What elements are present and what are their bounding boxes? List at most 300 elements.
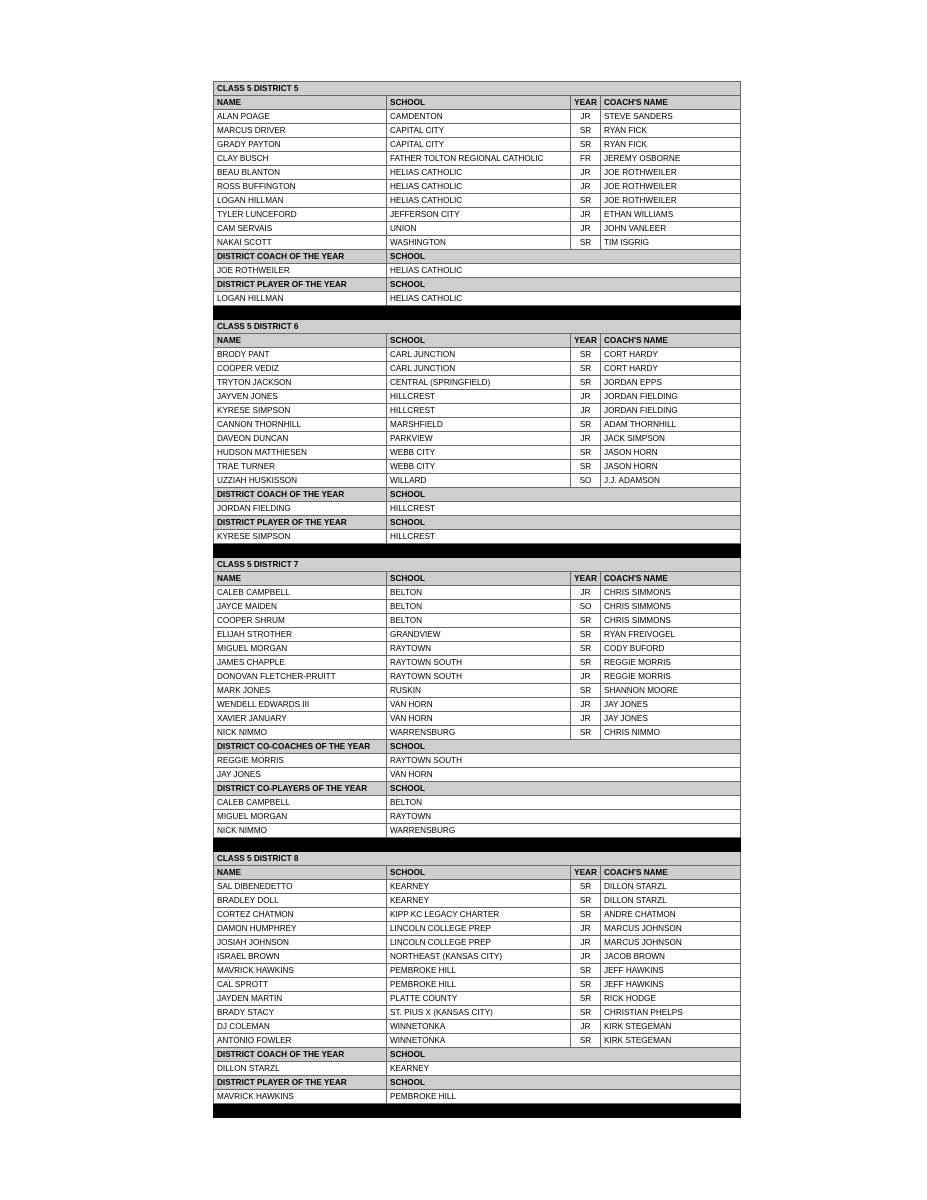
player-school: MARSHFIELD [387, 418, 571, 432]
header-year: YEAR [571, 96, 601, 110]
player-school: JEFFERSON CITY [387, 208, 571, 222]
player-row [214, 348, 741, 362]
award-winner-school: PEMBROKE HILL [387, 1090, 741, 1104]
player-year: SR [571, 1034, 601, 1048]
column-header-row [214, 96, 741, 110]
player-school: PARKVIEW [387, 432, 571, 446]
player-school: RAYTOWN SOUTH [387, 670, 571, 684]
player-coach: JASON HORN [601, 446, 741, 460]
player-year: JR [571, 222, 601, 236]
player-coach: CORT HARDY [601, 362, 741, 376]
player-coach: JACK SIMPSON [601, 432, 741, 446]
player-row [214, 908, 741, 922]
player-school: WEBB CITY [387, 446, 571, 460]
award-winner-school: HILLCREST [387, 530, 741, 544]
player-row [214, 166, 741, 180]
player-row [214, 138, 741, 152]
player-coach: TIM ISGRIG [601, 236, 741, 250]
section-divider [214, 306, 741, 320]
player-coach: ADAM THORNHILL [601, 418, 741, 432]
player-row [214, 180, 741, 194]
player-name: ISRAEL BROWN [214, 950, 387, 964]
player-name: JAYVEN JONES [214, 390, 387, 404]
player-coach: JEFF HAWKINS [601, 978, 741, 992]
player-row [214, 922, 741, 936]
award-header-row [214, 1076, 741, 1090]
award-school-label: SCHOOL [387, 250, 741, 264]
player-school: BELTON [387, 600, 571, 614]
player-row [214, 642, 741, 656]
award-winner-school: VAN HORN [387, 768, 741, 782]
award-winner-school: KEARNEY [387, 1062, 741, 1076]
player-year: SR [571, 880, 601, 894]
player-school: PLATTE COUNTY [387, 992, 571, 1006]
district-title-row [214, 558, 741, 572]
player-name: JOSIAH JOHNSON [214, 936, 387, 950]
player-row [214, 614, 741, 628]
player-coach: JASON HORN [601, 460, 741, 474]
divider-bar [214, 838, 741, 852]
column-header-row [214, 866, 741, 880]
player-name: ALAN POAGE [214, 110, 387, 124]
table-body [214, 82, 741, 1118]
player-row [214, 1020, 741, 1034]
player-school: HILLCREST [387, 404, 571, 418]
player-school: KIPP KC LEGACY CHARTER [387, 908, 571, 922]
award-winner-school: HELIAS CATHOLIC [387, 264, 741, 278]
player-year: JR [571, 390, 601, 404]
player-year: SR [571, 362, 601, 376]
player-year: SR [571, 628, 601, 642]
player-school: CARL JUNCTION [387, 348, 571, 362]
player-name: MARK JONES [214, 684, 387, 698]
player-row [214, 208, 741, 222]
award-winner-name: DILLON STARZL [214, 1062, 387, 1076]
player-row [214, 362, 741, 376]
player-name: DJ COLEMAN [214, 1020, 387, 1034]
player-name: COOPER VEDIZ [214, 362, 387, 376]
player-coach: KIRK STEGEMAN [601, 1034, 741, 1048]
player-name: BEAU BLANTON [214, 166, 387, 180]
award-winner-name: NICK NIMMO [214, 824, 387, 838]
player-name: GRADY PAYTON [214, 138, 387, 152]
header-year: YEAR [571, 866, 601, 880]
district-title: CLASS 5 DISTRICT 5 [214, 82, 741, 96]
player-school: FATHER TOLTON REGIONAL CATHOLIC [387, 152, 571, 166]
header-coach: COACH'S NAME [601, 334, 741, 348]
player-year: SR [571, 614, 601, 628]
player-school: HELIAS CATHOLIC [387, 166, 571, 180]
player-row [214, 880, 741, 894]
player-name: DAVEON DUNCAN [214, 432, 387, 446]
award-winner-name: MAVRICK HAWKINS [214, 1090, 387, 1104]
player-school: HELIAS CATHOLIC [387, 180, 571, 194]
player-school: VAN HORN [387, 712, 571, 726]
all-district-sheet [213, 81, 740, 1118]
header-school: SCHOOL [387, 334, 571, 348]
player-coach: RYAN FREIVOGEL [601, 628, 741, 642]
award-row [214, 1062, 741, 1076]
player-name: WENDELL EDWARDS III [214, 698, 387, 712]
player-row [214, 726, 741, 740]
award-school-label: SCHOOL [387, 1076, 741, 1090]
player-row [214, 446, 741, 460]
player-school: NORTHEAST (KANSAS CITY) [387, 950, 571, 964]
player-name: MIGUEL MORGAN [214, 642, 387, 656]
player-coach: CODY BUFORD [601, 642, 741, 656]
award-header-row [214, 250, 741, 264]
player-row [214, 628, 741, 642]
award-row [214, 754, 741, 768]
player-year: JR [571, 432, 601, 446]
player-year: JR [571, 586, 601, 600]
award-row [214, 824, 741, 838]
player-year: SR [571, 236, 601, 250]
player-year: SO [571, 474, 601, 488]
player-name: COOPER SHRUM [214, 614, 387, 628]
player-row [214, 698, 741, 712]
award-winner-school: BELTON [387, 796, 741, 810]
district-title: CLASS 5 DISTRICT 8 [214, 852, 741, 866]
award-winner-school: RAYTOWN [387, 810, 741, 824]
player-coach: JORDAN FIELDING [601, 390, 741, 404]
player-row [214, 950, 741, 964]
player-name: DAMON HUMPHREY [214, 922, 387, 936]
player-year: JR [571, 698, 601, 712]
player-school: BELTON [387, 586, 571, 600]
award-heading: DISTRICT COACH OF THE YEAR [214, 250, 387, 264]
award-header-row [214, 740, 741, 754]
player-school: WEBB CITY [387, 460, 571, 474]
header-year: YEAR [571, 572, 601, 586]
player-school: WINNETONKA [387, 1020, 571, 1034]
player-coach: JAY JONES [601, 712, 741, 726]
player-coach: ETHAN WILLIAMS [601, 208, 741, 222]
header-school: SCHOOL [387, 96, 571, 110]
player-coach: REGGIE MORRIS [601, 656, 741, 670]
player-name: BRADLEY DOLL [214, 894, 387, 908]
header-school: SCHOOL [387, 572, 571, 586]
award-heading: DISTRICT PLAYER OF THE YEAR [214, 278, 387, 292]
player-coach: RYAN FICK [601, 124, 741, 138]
player-coach: JOE ROTHWEILER [601, 180, 741, 194]
player-school: CAPITAL CITY [387, 124, 571, 138]
player-year: JR [571, 180, 601, 194]
player-row [214, 684, 741, 698]
player-row [214, 600, 741, 614]
player-name: CALEB CAMPBELL [214, 586, 387, 600]
player-school: RUSKIN [387, 684, 571, 698]
player-coach: JEFF HAWKINS [601, 964, 741, 978]
award-header-row [214, 278, 741, 292]
player-year: SR [571, 348, 601, 362]
player-coach: DILLON STARZL [601, 880, 741, 894]
player-name: ELIJAH STROTHER [214, 628, 387, 642]
section-divider [214, 544, 741, 558]
award-winner-name: JOE ROTHWEILER [214, 264, 387, 278]
player-row [214, 656, 741, 670]
player-name: BRADY STACY [214, 1006, 387, 1020]
player-coach: KIRK STEGEMAN [601, 1020, 741, 1034]
player-school: WINNETONKA [387, 1034, 571, 1048]
player-row [214, 460, 741, 474]
player-school: CARL JUNCTION [387, 362, 571, 376]
player-name: UZZIAH HUSKISSON [214, 474, 387, 488]
award-heading: DISTRICT CO-PLAYERS OF THE YEAR [214, 782, 387, 796]
player-coach: SHANNON MOORE [601, 684, 741, 698]
player-coach: CHRIS NIMMO [601, 726, 741, 740]
district-title-row [214, 320, 741, 334]
player-name: JAYCE MAIDEN [214, 600, 387, 614]
player-year: SR [571, 418, 601, 432]
player-year: SR [571, 894, 601, 908]
player-year: SR [571, 194, 601, 208]
header-name: NAME [214, 96, 387, 110]
player-school: HELIAS CATHOLIC [387, 194, 571, 208]
player-coach: JEREMY OSBORNE [601, 152, 741, 166]
player-row [214, 670, 741, 684]
player-coach: MARCUS JOHNSON [601, 936, 741, 950]
player-row [214, 110, 741, 124]
award-header-row [214, 516, 741, 530]
player-coach: JOE ROTHWEILER [601, 194, 741, 208]
player-year: JR [571, 712, 601, 726]
player-name: KYRESE SIMPSON [214, 404, 387, 418]
award-header-row [214, 1048, 741, 1062]
player-row [214, 894, 741, 908]
player-name: ANTONIO FOWLER [214, 1034, 387, 1048]
section-divider [214, 838, 741, 852]
player-coach: ANDRE CHATMON [601, 908, 741, 922]
player-name: JAYDEN MARTIN [214, 992, 387, 1006]
player-name: MARCUS DRIVER [214, 124, 387, 138]
award-row [214, 530, 741, 544]
player-school: RAYTOWN SOUTH [387, 656, 571, 670]
player-name: NAKAI SCOTT [214, 236, 387, 250]
player-row [214, 586, 741, 600]
award-winner-name: REGGIE MORRIS [214, 754, 387, 768]
player-row [214, 432, 741, 446]
player-school: BELTON [387, 614, 571, 628]
player-year: SR [571, 908, 601, 922]
player-row [214, 1034, 741, 1048]
player-coach: JORDAN EPPS [601, 376, 741, 390]
player-coach: REGGIE MORRIS [601, 670, 741, 684]
header-name: NAME [214, 572, 387, 586]
player-year: SR [571, 726, 601, 740]
player-coach: RICK HODGE [601, 992, 741, 1006]
award-row [214, 264, 741, 278]
header-name: NAME [214, 334, 387, 348]
award-school-label: SCHOOL [387, 516, 741, 530]
player-year: JR [571, 1020, 601, 1034]
header-coach: COACH'S NAME [601, 96, 741, 110]
player-row [214, 712, 741, 726]
player-row [214, 936, 741, 950]
player-name: CAL SPROTT [214, 978, 387, 992]
section-divider [214, 1104, 741, 1118]
player-school: ST. PIUS X (KANSAS CITY) [387, 1006, 571, 1020]
player-name: LOGAN HILLMAN [214, 194, 387, 208]
player-row [214, 474, 741, 488]
divider-bar [214, 544, 741, 558]
award-winner-name: MIGUEL MORGAN [214, 810, 387, 824]
player-coach: CORT HARDY [601, 348, 741, 362]
player-coach: STEVE SANDERS [601, 110, 741, 124]
award-heading: DISTRICT COACH OF THE YEAR [214, 488, 387, 502]
player-year: SR [571, 446, 601, 460]
player-year: SR [571, 656, 601, 670]
player-coach: CHRIS SIMMONS [601, 586, 741, 600]
player-year: JR [571, 110, 601, 124]
award-row [214, 796, 741, 810]
award-school-label: SCHOOL [387, 278, 741, 292]
player-year: SR [571, 992, 601, 1006]
award-row [214, 1090, 741, 1104]
divider-bar [214, 1104, 741, 1118]
player-row [214, 964, 741, 978]
player-coach: RYAN FICK [601, 138, 741, 152]
award-winner-school: RAYTOWN SOUTH [387, 754, 741, 768]
player-year: FR [571, 152, 601, 166]
player-year: JR [571, 166, 601, 180]
player-school: PEMBROKE HILL [387, 964, 571, 978]
player-year: SR [571, 460, 601, 474]
award-school-label: SCHOOL [387, 1048, 741, 1062]
player-row [214, 124, 741, 138]
award-row [214, 768, 741, 782]
award-heading: DISTRICT PLAYER OF THE YEAR [214, 516, 387, 530]
district-title: CLASS 5 DISTRICT 6 [214, 320, 741, 334]
player-year: JR [571, 950, 601, 964]
player-school: WARRENSBURG [387, 726, 571, 740]
award-winner-school: HELIAS CATHOLIC [387, 292, 741, 306]
player-name: CORTEZ CHATMON [214, 908, 387, 922]
player-school: PEMBROKE HILL [387, 978, 571, 992]
player-school: CAPITAL CITY [387, 138, 571, 152]
player-row [214, 152, 741, 166]
header-coach: COACH'S NAME [601, 866, 741, 880]
column-header-row [214, 334, 741, 348]
player-school: WILLARD [387, 474, 571, 488]
player-name: NICK NIMMO [214, 726, 387, 740]
player-name: BRODY PANT [214, 348, 387, 362]
player-year: JR [571, 670, 601, 684]
district-title-row [214, 82, 741, 96]
player-school: VAN HORN [387, 698, 571, 712]
header-year: YEAR [571, 334, 601, 348]
player-coach: JOHN VANLEER [601, 222, 741, 236]
player-coach: MARCUS JOHNSON [601, 922, 741, 936]
player-coach: CHRISTIAN PHELPS [601, 1006, 741, 1020]
player-row [214, 418, 741, 432]
award-heading: DISTRICT CO-COACHES OF THE YEAR [214, 740, 387, 754]
player-name: DONOVAN FLETCHER-PRUITT [214, 670, 387, 684]
player-name: XAVIER JANUARY [214, 712, 387, 726]
player-year: SR [571, 964, 601, 978]
player-coach: CHRIS SIMMONS [601, 614, 741, 628]
award-school-label: SCHOOL [387, 782, 741, 796]
all-district-table [213, 81, 741, 1118]
player-year: JR [571, 404, 601, 418]
player-row [214, 236, 741, 250]
player-year: SR [571, 684, 601, 698]
player-school: KEARNEY [387, 894, 571, 908]
header-school: SCHOOL [387, 866, 571, 880]
player-year: SR [571, 1006, 601, 1020]
award-winner-name: JAY JONES [214, 768, 387, 782]
player-coach: J.J. ADAMSON [601, 474, 741, 488]
player-name: TRYTON JACKSON [214, 376, 387, 390]
award-header-row [214, 488, 741, 502]
award-winner-name: CALEB CAMPBELL [214, 796, 387, 810]
player-name: CAM SERVAIS [214, 222, 387, 236]
player-school: KEARNEY [387, 880, 571, 894]
award-school-label: SCHOOL [387, 740, 741, 754]
award-school-label: SCHOOL [387, 488, 741, 502]
award-winner-name: KYRESE SIMPSON [214, 530, 387, 544]
player-row [214, 194, 741, 208]
column-header-row [214, 572, 741, 586]
player-row [214, 978, 741, 992]
player-name: CANNON THORNHILL [214, 418, 387, 432]
player-coach: JACOB BROWN [601, 950, 741, 964]
player-year: JR [571, 208, 601, 222]
player-year: SR [571, 138, 601, 152]
player-coach: CHRIS SIMMONS [601, 600, 741, 614]
award-winner-name: JORDAN FIELDING [214, 502, 387, 516]
player-coach: JORDAN FIELDING [601, 404, 741, 418]
player-year: SO [571, 600, 601, 614]
player-year: SR [571, 978, 601, 992]
award-header-row [214, 782, 741, 796]
player-school: HILLCREST [387, 390, 571, 404]
header-coach: COACH'S NAME [601, 572, 741, 586]
player-year: SR [571, 642, 601, 656]
player-name: HUDSON MATTHIESEN [214, 446, 387, 460]
player-coach: JAY JONES [601, 698, 741, 712]
player-name: CLAY BUSCH [214, 152, 387, 166]
award-winner-school: WARRENSBURG [387, 824, 741, 838]
player-name: TYLER LUNCEFORD [214, 208, 387, 222]
player-name: MAVRICK HAWKINS [214, 964, 387, 978]
player-school: LINCOLN COLLEGE PREP [387, 922, 571, 936]
award-winner-name: LOGAN HILLMAN [214, 292, 387, 306]
player-year: JR [571, 922, 601, 936]
award-heading: DISTRICT PLAYER OF THE YEAR [214, 1076, 387, 1090]
player-school: CAMDENTON [387, 110, 571, 124]
player-row [214, 222, 741, 236]
player-coach: JOE ROTHWEILER [601, 166, 741, 180]
player-school: UNION [387, 222, 571, 236]
player-name: SAL DIBENEDETTO [214, 880, 387, 894]
player-name: ROSS BUFFINGTON [214, 180, 387, 194]
award-row [214, 292, 741, 306]
player-school: CENTRAL (SPRINGFIELD) [387, 376, 571, 390]
player-school: LINCOLN COLLEGE PREP [387, 936, 571, 950]
player-name: JAMES CHAPPLE [214, 656, 387, 670]
player-row [214, 1006, 741, 1020]
player-row [214, 390, 741, 404]
player-school: GRANDVIEW [387, 628, 571, 642]
player-year: SR [571, 376, 601, 390]
district-title: CLASS 5 DISTRICT 7 [214, 558, 741, 572]
player-coach: DILLON STARZL [601, 894, 741, 908]
player-row [214, 376, 741, 390]
player-year: JR [571, 936, 601, 950]
player-school: RAYTOWN [387, 642, 571, 656]
player-row [214, 992, 741, 1006]
